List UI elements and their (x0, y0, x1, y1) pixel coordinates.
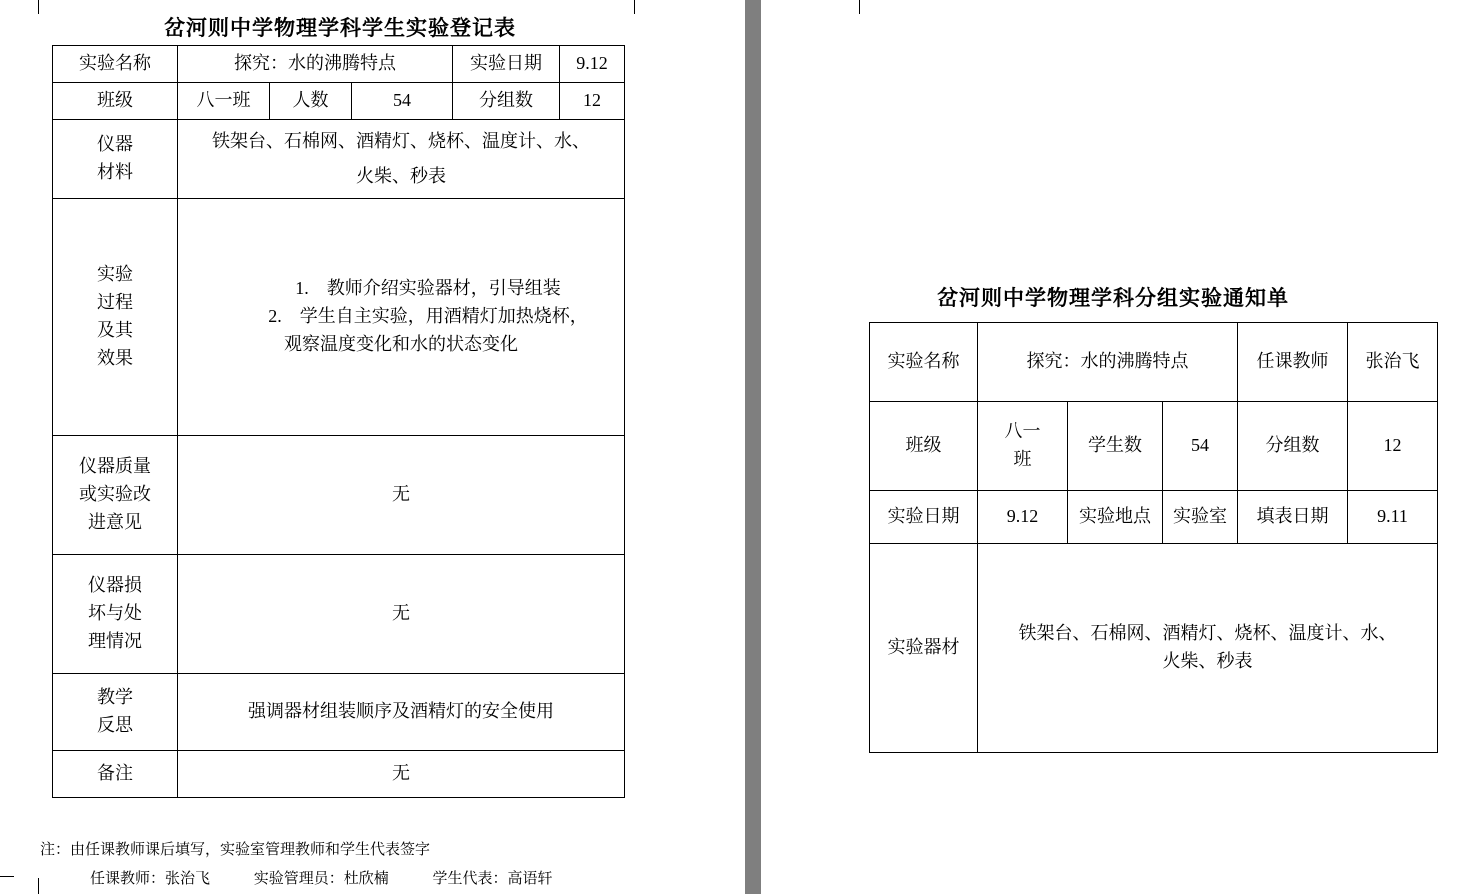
materials-label (53, 120, 178, 199)
class-value (978, 402, 1068, 491)
exp-name-value: 探究：水的沸腾特点 (978, 323, 1238, 402)
place-label: 实验地点 (1068, 491, 1163, 544)
materials-label-line-1: 仪器 (97, 134, 133, 155)
quality-label-line-2: 或实验改 (79, 484, 151, 505)
exp-date-label: 实验日期 (453, 46, 560, 83)
equipment-value (978, 544, 1438, 753)
teacher-label: 任课教师 (1238, 323, 1348, 402)
crop-mark-bottom-left (38, 878, 39, 894)
table-row (870, 491, 1438, 544)
table-row (53, 436, 625, 555)
reflection-value: 强调器材组装顺序及酒精灯的安全使用 (178, 674, 625, 751)
process-value-line-2: 2. 学生自主实验，用酒精灯加热烧杯， (268, 306, 588, 327)
signature-student-rep: 学生代表：高语轩 (432, 870, 553, 887)
student-count-value: 54 (352, 83, 453, 120)
damage-label-line-1: 仪器损 (88, 575, 142, 596)
equipment-value-line-1: 铁架台、石棉网、酒精灯、烧杯、温度计、水、 (1018, 623, 1397, 644)
table-row (53, 199, 625, 436)
remark-value: 无 (178, 751, 625, 798)
students-value: 54 (1163, 402, 1238, 491)
process-label-line-1: 实验 (97, 264, 133, 285)
table-row (870, 544, 1438, 753)
materials-value-line-2: 火柴、秒表 (356, 166, 446, 187)
crop-mark-top-left-right-page (859, 0, 860, 14)
class-label: 班级 (53, 83, 178, 120)
process-value-line-3: 观察温度变化和水的状态变化 (284, 334, 518, 355)
materials-value-line-1: 铁架台、石棉网、酒精灯、烧杯、温度计、水、 (212, 131, 590, 151)
table-row (870, 323, 1438, 402)
signature-lab-admin: 实验管理员：杜欣楠 (253, 870, 389, 887)
table-row (53, 46, 625, 83)
materials-label-line-2: 材料 (97, 162, 133, 183)
class-value: 八一班 (178, 83, 270, 120)
process-value-line-1: 1. 教师介绍实验器材，引导组装 (295, 278, 561, 299)
groups-value: 12 (1348, 402, 1438, 491)
class-value-line-2: 班 (1013, 449, 1032, 469)
quality-label (53, 436, 178, 555)
exp-name-label: 实验名称 (53, 46, 178, 83)
process-label-line-2: 过程 (97, 292, 133, 313)
process-label-line-4: 效果 (97, 348, 133, 369)
footer-note-area (40, 836, 680, 893)
quality-label-line-3: 进意见 (88, 512, 142, 533)
damage-value: 无 (178, 555, 625, 674)
student-experiment-registration-table (52, 45, 625, 798)
table-row (53, 83, 625, 120)
students-label: 学生数 (1068, 402, 1163, 491)
equipment-value-line-2: 火柴、秒表 (1162, 651, 1253, 671)
damage-label-line-2: 坏与处 (88, 603, 142, 624)
groups-label: 分组数 (1238, 402, 1348, 491)
signature-line (40, 865, 680, 894)
page-divider (745, 0, 761, 894)
process-label (53, 199, 178, 436)
exp-date-value: 9.12 (560, 46, 625, 83)
reflection-label-line-2: 反思 (97, 715, 133, 736)
fill-date-value: 9.11 (1348, 491, 1438, 544)
class-value-line-1: 八一 (1004, 421, 1041, 442)
exp-name-value: 探究：水的沸腾特点 (178, 46, 453, 83)
damage-label (53, 555, 178, 674)
equipment-label: 实验器材 (870, 544, 978, 753)
quality-value: 无 (178, 436, 625, 555)
materials-value (178, 120, 625, 199)
table-row (53, 555, 625, 674)
class-label: 班级 (870, 402, 978, 491)
process-value (178, 199, 625, 436)
table-row (870, 402, 1438, 491)
exp-name-label: 实验名称 (870, 323, 978, 402)
fill-date-label: 填表日期 (1238, 491, 1348, 544)
damage-label-line-3: 理情况 (88, 631, 142, 652)
footer-note: 注：由任课教师课后填写，实验室管理教师和学生代表签字 (40, 842, 431, 858)
table-row (53, 120, 625, 199)
student-count-label: 人数 (270, 83, 352, 120)
place-value: 实验室 (1163, 491, 1238, 544)
table-row (53, 751, 625, 798)
right-page-title: 岔河则中学物理学科分组实验通知单 (937, 286, 1289, 310)
reflection-label-line-1: 教学 (97, 687, 133, 708)
group-count-value: 12 (560, 83, 625, 120)
group-count-label: 分组数 (453, 83, 560, 120)
signature-teacher: 任课教师：张治飞 (90, 870, 211, 887)
teacher-value: 张治飞 (1348, 323, 1438, 402)
remark-label: 备注 (53, 751, 178, 798)
quality-label-line-1: 仪器质量 (79, 456, 151, 477)
reflection-label (53, 674, 178, 751)
group-experiment-notice-table (869, 322, 1438, 753)
exp-date-label: 实验日期 (870, 491, 978, 544)
process-label-line-3: 及其 (97, 320, 133, 341)
crop-mark-bottom-left-h (0, 876, 14, 877)
table-row (53, 674, 625, 751)
exp-date-value: 9.12 (978, 491, 1068, 544)
left-page-title: 岔河则中学物理学科学生实验登记表 (164, 16, 516, 40)
